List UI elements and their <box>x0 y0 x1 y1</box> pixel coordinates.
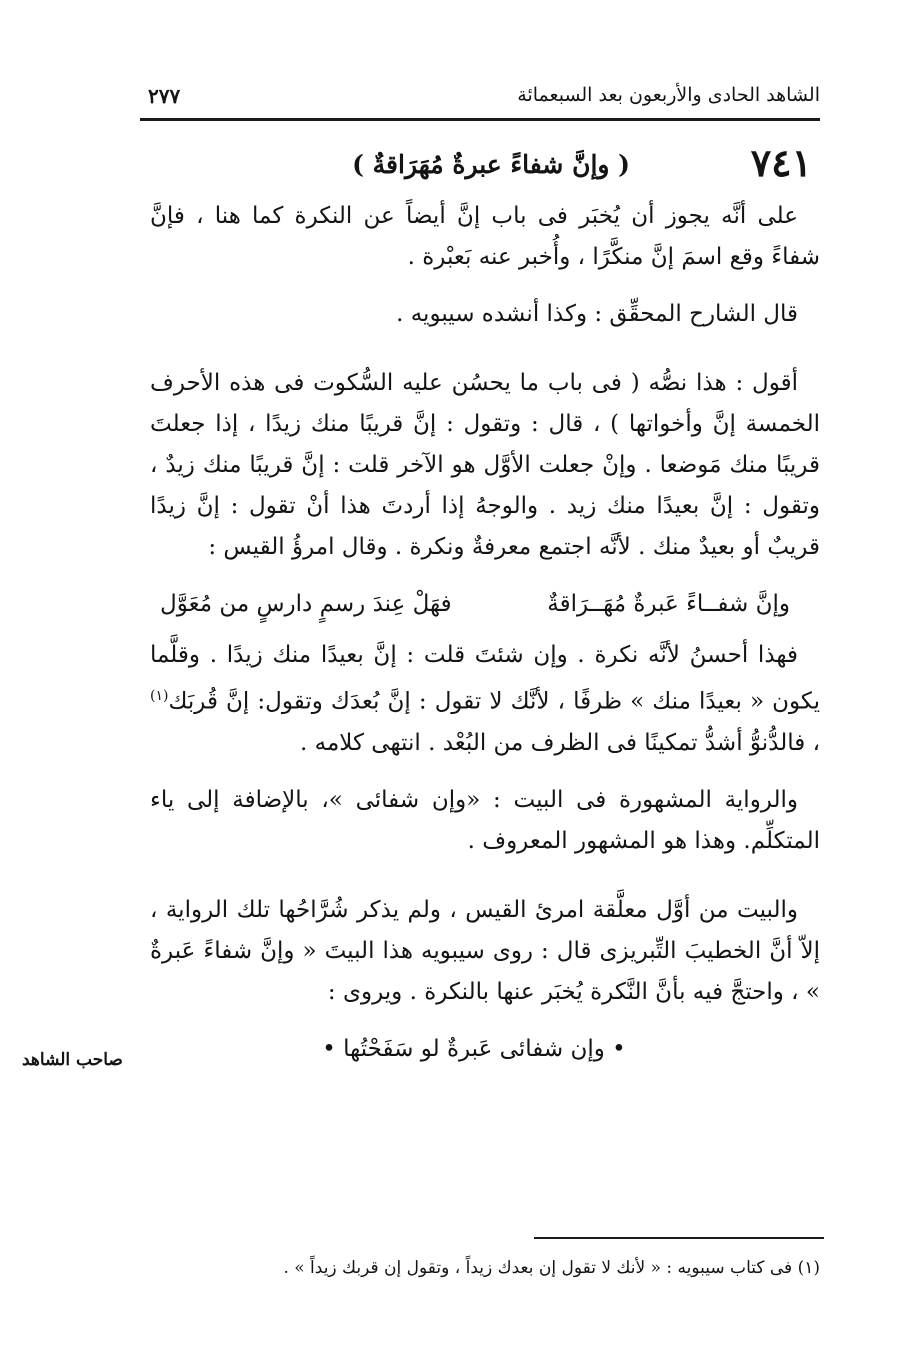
main-text <box>150 196 820 1086</box>
margin-note: صاحب الشاهد <box>22 1050 123 1070</box>
witness-title: ( وإنَّ شفاءً عبرةٌ مُهَرَاقةٌ ) <box>352 150 630 179</box>
paragraph-5: والرواية المشهورة فى البيت : «وإن شفائى »، بالإضافة إلى ياء المتكلِّم. وهذا هو المشهور المعروف . <box>150 786 820 854</box>
footnote-rule <box>534 1237 824 1239</box>
variant-verse: • وإن شفائى عَبرةٌ لو سَفَحْتُها • <box>322 1035 626 1062</box>
paragraph-4 <box>150 635 820 764</box>
witness-heading <box>140 138 820 194</box>
header-rule <box>140 118 820 121</box>
paragraph-3: أقول : هذا نصُّه ( فى باب ما يحسُن عليه السُّكوت فى هذه الأحرف الخمسة إنَّ وأخواتها ) ، قال : وتقول : إنَّ قريبًا منك زيدًا ، إذا جعلتَ قريبًا منك مَوضعا . وإنْ جعلت الأوَّل هو الآخر قلت : إنَّ قريبًا منك زيدٌ ، وتقول : إنَّ بعيدًا منك زيد . والوجهُ إذا أردتَ هذا أنْ تقول : إنَّ زيدًا قريبٌ أو بعيدٌ منك . لأنَّه اجتمع معرفةٌ ونكرة . وقال امرؤُ القيس : <box>150 370 820 560</box>
paragraph-4-text: فهذا أحسنُ لأنَّه نكرة . وإن شئتَ قلت : إنَّ بعيدًا منك زيدًا . وقلَّما يكون « بعيدًا منك » ظرفًا ، لأنَّك لا تقول : إنَّ بُعدَك وتقول: إنَّ قُربَك <box>150 642 820 715</box>
verse-hemistich-first: وإنَّ شفــاءً عَبرةٌ مُهَــرَاقةٌ <box>547 591 790 617</box>
verse-line <box>150 584 820 625</box>
footnote: (١) فى كتاب سيبويه : « لأنك لا تقول إن بعدك زيداً ، وتقول إن قربك زيداً » . <box>283 1258 820 1278</box>
paragraph-2: قال الشارح المحقِّق : وكذا أنشده سيبويه . <box>396 301 798 327</box>
footnote-ref: (١) <box>150 688 169 704</box>
paragraph-6: والبيت من أوَّل معلَّقة امرئ القيس ، ولم يذكر شُرَّاحُها تلك الرواية ، إلاّ أنَّ الخطيبَ التِّبريزى قال : روى سيبويه هذا البيتَ « وإنَّ شفاءً عَبرةٌ » ، واحتجَّ فيه بأنَّ النَّكرة يُخبَر عنها بالنكرة . ويروى : <box>150 896 820 1005</box>
paragraph-1: على أنَّه يجوز أن يُخبَر فى باب إنَّ أيضاً عن النكرة كما هنا ، فإنَّ شفاءً وقع اسمَ إنَّ منكَّرًا ، وأُخبر عنه بَعبْرة . <box>150 203 820 270</box>
page-header <box>140 78 820 118</box>
verse-hemistich-second: فهَلْ عِندَ رسمٍ دارسٍ من مُعَوَّل <box>160 591 452 617</box>
witness-number: ٧٤١ <box>750 140 812 185</box>
page-number: ٢٧٧ <box>148 84 181 108</box>
running-head: الشاهد الحادى والأربعون بعد السبعمائة <box>517 84 820 106</box>
paragraph-4-end: ، فالدُّنوُّ أشدُّ تمكينًا فى الظرف من البُعْد . انتهى كلامه . <box>300 729 820 756</box>
